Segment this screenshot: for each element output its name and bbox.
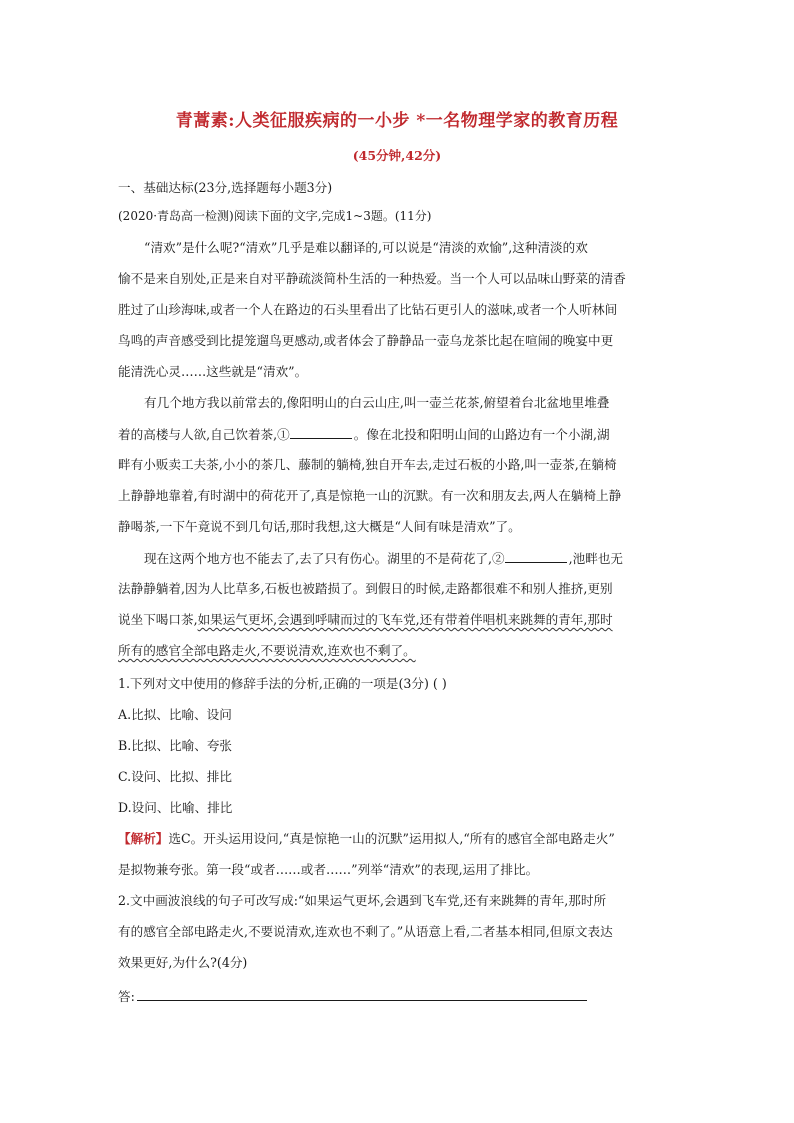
option-b: B.比拟、比喻、夸张 <box>118 738 233 753</box>
para1-line3: 胜过了山珍海味,或者一个人在路边的石头里看出了比钻石更引人的滋味,或者一个人听林间 <box>118 302 618 317</box>
para3-line4 <box>118 643 678 659</box>
question-2-line2: 有的感官全部电路走火,不要说清欢,连欢也不剩了。”从语意上看,二者基本相同,但原文表达 <box>118 924 613 939</box>
question-2-line3: 效果更好,为什么?(4分) <box>118 955 248 970</box>
option-d: D.设问、比喻、排比 <box>118 800 233 815</box>
question-2-line1: 2.文中画波浪线的句子可改写成:“如果运气更坏,会遇到飞车党,还有来跳舞的青年,那时所 <box>118 893 607 908</box>
para2-line3: 畔有小贩卖工夫茶,小小的茶几、藤制的躺椅,独自开车去,走过石板的小路,叫一壶茶,在躺椅 <box>118 457 617 472</box>
analysis-text1: 选C。开头运用设问,“真是惊艳一山的沉默”运用拟人,“所有的感官全部电路走火” <box>168 831 615 846</box>
para3-line2: 法静静躺着,因为人比草多,石板也被踏损了。到假日的时候,走路都很难不和别人推挤,更别 <box>118 581 613 596</box>
para3-line3-a: 说坐下喝口茶, <box>118 612 198 627</box>
para3-line1-a: 现在这两个地方也不能去了,去了只有伤心。湖里的不是荷花了, <box>144 551 493 566</box>
option-a: A.比拟、比喻、设问 <box>118 707 232 722</box>
blank-1-marker: ① <box>277 427 290 442</box>
page-title: 青蒿素:人类征服疾病的一小步 *一名物理学家的教育历程 <box>175 111 619 131</box>
question-1-stem: 1.下列对文中使用的修辞手法的分析,正确的一项是(3分) ( ) <box>118 676 447 691</box>
answer-line[interactable] <box>137 988 587 1001</box>
para2-line4: 上静静地靠着,有时湖中的荷花开了,真是惊艳一山的沉默。有一次和朋友去,两人在躺椅上静 <box>118 488 622 503</box>
para1-line4: 鸟鸣的声音感受到比提笼遛鸟更感动,或者体会了静静品一壶乌龙茶比起在喧闹的晚宴中更 <box>118 333 614 348</box>
para3-line3 <box>118 612 678 628</box>
section-heading: 一、基础达标(23分,选择题每小题3分) <box>118 180 333 195</box>
answer-row <box>118 988 678 1005</box>
analysis-line2: 是拟物兼夸张。第一段“或者……或者……”列举“清欢”的表现,运用了排比。 <box>118 862 539 877</box>
page-subtitle: (45分钟,42分) <box>352 148 442 163</box>
para2-line1: 有几个地方我以前常去的,像阳明山的白云山庄,叫一壶兰花茶,俯望着台北盆地里堆叠 <box>144 395 610 410</box>
para1-line1: “清欢”是什么呢?“清欢”几乎是难以翻译的,可以说是“清淡的欢愉”,这种清淡的欢 <box>144 240 588 255</box>
analysis-line1 <box>118 831 678 847</box>
option-c: C.设问、比拟、排比 <box>118 769 232 784</box>
para2-line2 <box>118 426 678 443</box>
para1-line5: 能清洗心灵……这些就是“清欢”。 <box>118 364 308 379</box>
answer-label: 答: <box>118 989 135 1004</box>
wavy-sentence-part2: 所有的感官全部电路走火,不要说清欢,连欢也不剩了。 <box>118 643 416 658</box>
blank-2-marker: ② <box>492 551 505 566</box>
wavy-sentence-part1: 如果运气更坏,会遇到呼啸而过的飞车党,还有带着伴唱机来跳舞的青年,那时 <box>197 612 613 627</box>
para2-line2-b: 。像在北投和阳明山间的山路边有一个小湖,湖 <box>353 427 610 442</box>
blank-1 <box>290 426 352 439</box>
para3-line1-b: ,池畔也无 <box>568 551 624 566</box>
para2-line2-a: 着的高楼与人欲,自己饮着茶, <box>118 427 278 442</box>
source-note: (2020·青岛高一检测)阅读下面的文字,完成1~3题。(11分) <box>118 209 432 223</box>
blank-2 <box>505 550 567 563</box>
analysis-tag: 【解析】 <box>118 831 169 846</box>
para3-line1 <box>144 550 679 567</box>
para1-line2: 愉不是来自别处,正是来自对平静疏淡简朴生活的一种热爱。当一个人可以品味山野菜的清香 <box>118 271 626 286</box>
para2-line5: 静喝茶,一下午竟说不到几句话,那时我想,这大概是“人间有味是清欢”了。 <box>118 519 521 534</box>
